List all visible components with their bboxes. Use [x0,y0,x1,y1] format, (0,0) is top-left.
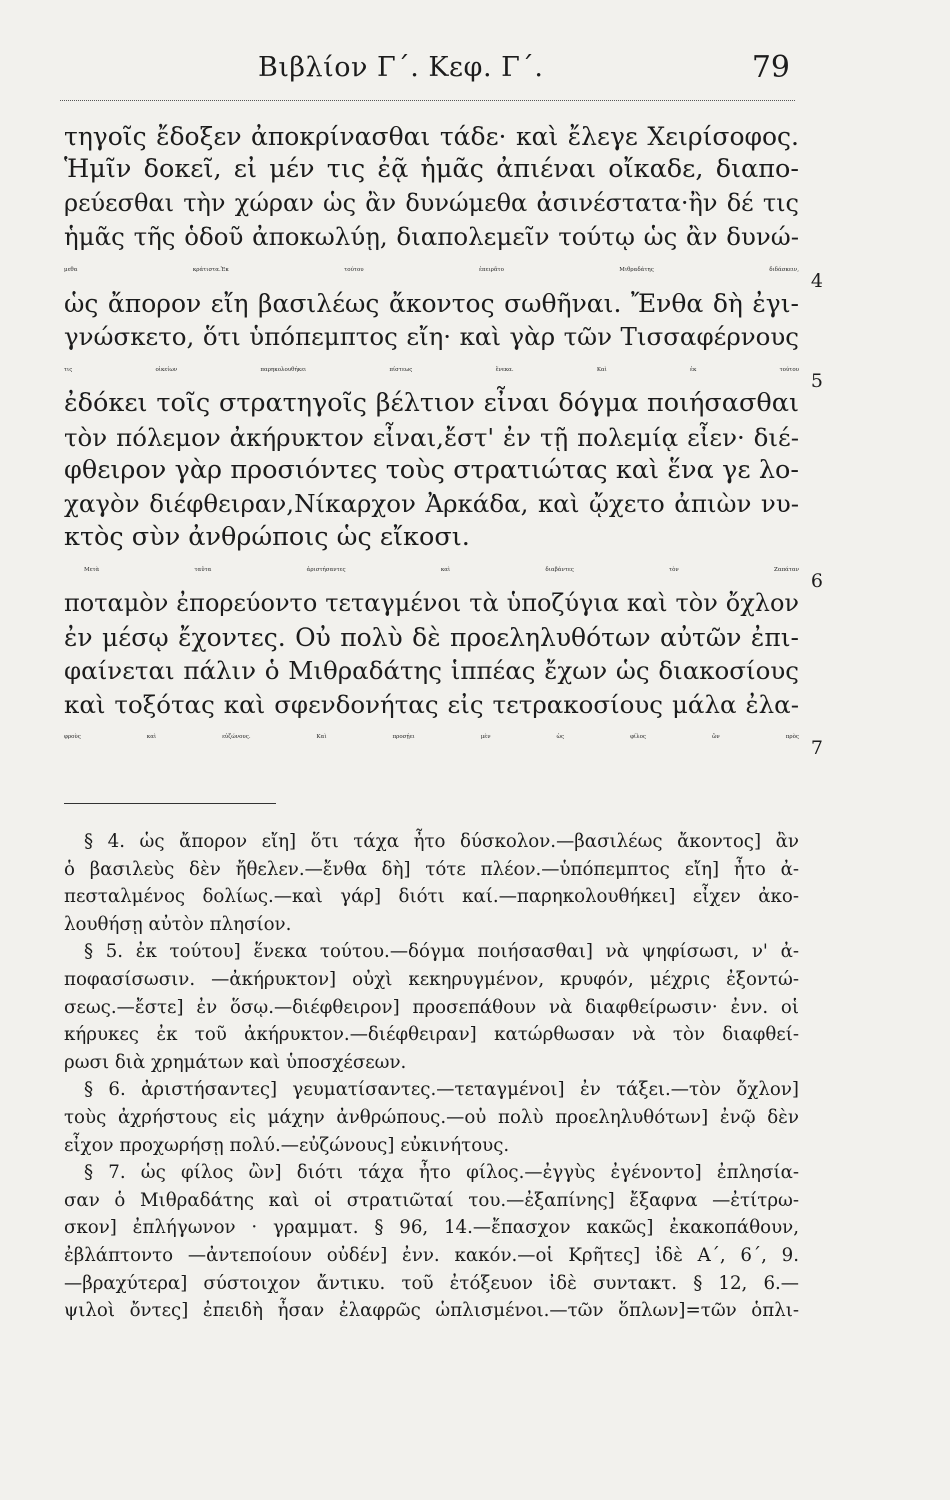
text-line: κτὸς σὺν ἀνθρώποις ὡς εἴκοσι. [64,521,470,552]
note-line: ρωσι διὰ χρημάτων καὶ ὑποσχέσεων. [64,1051,407,1073]
text-line: φροὺς καὶ εὐζώνους. Καὶ προσῄει μὲν ὡς φίλος ὢν πρὸς 7 [64,734,823,760]
text-line: τηγοῖς ἔδοξεν ἀποκρίνασθαι τάδε· καὶ ἔλεγε Χειρίσοφος. [64,122,799,151]
note-line: σκον] ἐπλήγωνον · γραμματ. § 96, 14.—ἔπασχον κακῶς] ἐκακοπάθουν, [64,1217,799,1239]
section-marker: 4 [810,269,823,292]
main-text [64,120,823,760]
text-line: φαίνεται πάλιν ὁ Μιθραδάτης ἱππέας ἔχων ὡς διακοσίους [64,656,799,686]
text-line: ἡμᾶς τῆς ὁδοῦ ἀποκωλύῃ, διαπολεμεῖν τούτῳ ὡς ἂν δυνώ- [64,222,799,252]
text-line: ρεύεσθαι τὴν χώραν ὡς ἂν δυνώμεθα ἀσινέστατα·ἢν δέ τις [64,188,799,217]
text-line: ἐδόκει τοῖς στρατηγοῖς βέλτιον εἶναι δόγμα ποιήσασθαι [64,388,799,419]
note-line: πεσταλμένος δολίως.—καὶ γάρ] διότι καί.—παρηκολουθήκει] εἶχεν ἀκο- [64,886,799,908]
note-line: σαν ὁ Μιθραδάτης καὶ οἱ στρατιῶταί του.—ἐξαπίνης] ἔξαφνα —ἐτίτρω- [64,1189,799,1211]
text-line: ἐν μέσῳ ἔχοντες. Οὐ πολὺ δὲ προεληλυθότων αὐτῶν ἐπι- [64,622,799,652]
running-header [258,52,798,92]
note-line: ὁ βασιλεὺς δὲν ἤθελεν.—ἔνθα δὴ] τότε πλέον.—ὑπόπεμπτος εἴη] ἦτο ἀ- [64,858,799,880]
note-line: ποφασίσωσιν. —ἀκήρυκτον] οὐχὶ κεκηρυγμένον, κρυφόν, μέχρις ἐξοντώ- [64,968,799,990]
section-marker: 7 [810,737,823,760]
footnotes [64,828,799,1325]
text-line: γνώσκετο, ὅτι ὑπόπεμπτος εἴη· καὶ γὰρ τῶν Τισσαφέρνους [64,322,799,352]
text-line: Ἡμῖν δοκεῖ, εἰ μέν τις ἐᾷ ἡμᾶς ἀπιέναι οἴκαδε, διαπο- [64,154,799,185]
note-line: τοὺς ἀχρήστους εἰς μάχην ἀνθρώπους.—οὐ πολὺ προεληλυθότων] ἐνῷ δὲν [64,1106,799,1128]
text-line: τὸν πόλεμον ἀκήρυκτον εἶναι,ἔστ' ἐν τῇ πολεμίᾳ εἶεν· διέ- [64,422,799,452]
text-line: ὡς ἄπορον εἴη βασιλέως ἄκοντος σωθῆναι. Ἔνθα δὴ ἐγι- [64,288,799,318]
text-line: χαγὸν διέφθειραν,Νίκαρχον Ἀρκάδα, καὶ ᾤχετο ἀπιὼν νυ- [64,489,799,519]
section-marker: 6 [810,570,823,593]
text-line: μεθα κράτιστα.Ἐκ τούτου ἐπειρᾶτο Μιθραδάτης διδάσκειν, 4 [64,266,823,292]
text-line: φθειρον γὰρ προσιόντες τοὺς στρατιώτας καὶ ἕνα γε λο- [64,454,799,485]
note-line: § 7. ὡς φίλος ὢν] διότι τάχα ἦτο φίλος.—ἐγγὺς ἐγένοντο] ἐπλησία- [84,1162,799,1184]
footnote-rule [64,803,276,804]
text-line: καὶ τοξότας καὶ σφενδονήτας εἰς τετρακοσίους μάλα ἐλα- [64,689,799,719]
note-line: § 6. ἀριστήσαντες] γευματίσαντες.—τεταγμένοι] ἐν τάξει.—τὸν ὄχλον] [84,1079,799,1101]
note-line: § 5. ἐκ τούτου] ἕνεκα τούτου.—δόγμα ποιήσασθαι] νὰ ψηφίσωσι, ν' ἀ- [84,941,799,963]
page-number: 79 [751,50,790,85]
note-line: —βραχύτερα] σύστοιχον ἄντικυ. τοῦ ἐτόξευον ἰδὲ συντακτ. § 12, 6.— [64,1272,799,1294]
note-line: ἐβλάπτοντο —ἀντεποίουν οὐδέν] ἐνν. κακόν.—οἱ Κρῆτες] ἰδὲ Α΄, 6΄, 9. [64,1244,799,1266]
text-line: ποταμὸν ἐπορεύοντο τεταγμένοι τὰ ὑποζύγια καὶ τὸν ὄχλον [64,589,799,618]
note-line: § 4. ὡς ἄπορον εἴη] ὅτι τάχα ἦτο δύσκολον.—βασιλέως ἄκοντος] ἂν [84,831,799,852]
text-line: Μετὰ ταῦτα ἀριστήσαντες καὶ διαβάντες τὸν Ζαπάταν 6 [84,567,823,593]
note-line: ψιλοὶ ὄντες] ἐπειδὴ ἦσαν ἐλαφρῶς ὡπλισμένοι.—τῶν ὅπλων]=τῶν ὁπλι- [64,1300,799,1322]
note-line: κήρυκες ἐκ τοῦ ἀκήρυκτον.—διέφθειραν] κατώρθωσαν νὰ τὸν διαφθεί- [64,1024,799,1046]
note-line: εἶχον προχωρήσῃ πολύ.—εὐζώνους] εὐκινήτους. [64,1134,510,1156]
note-line: λουθήσῃ αὐτὸν πλησίον. [64,913,292,935]
section-marker: 5 [810,369,823,392]
header-rule [60,100,795,101]
running-head-title: Βιβλίον Γ΄. Κεφ. Γ΄. [258,52,544,83]
text-line: τις οἰκείων παρηκολουθήκει πίστεως ἕνεκα. Καὶ ἐκ τούτου 5 [64,366,823,392]
note-line: σεως.—ἔστε] ἐν ὅσῳ.—διέφθειρον] προσεπάθουν νὰ διαφθείρωσιν· ἐνν. οἱ [64,996,799,1018]
